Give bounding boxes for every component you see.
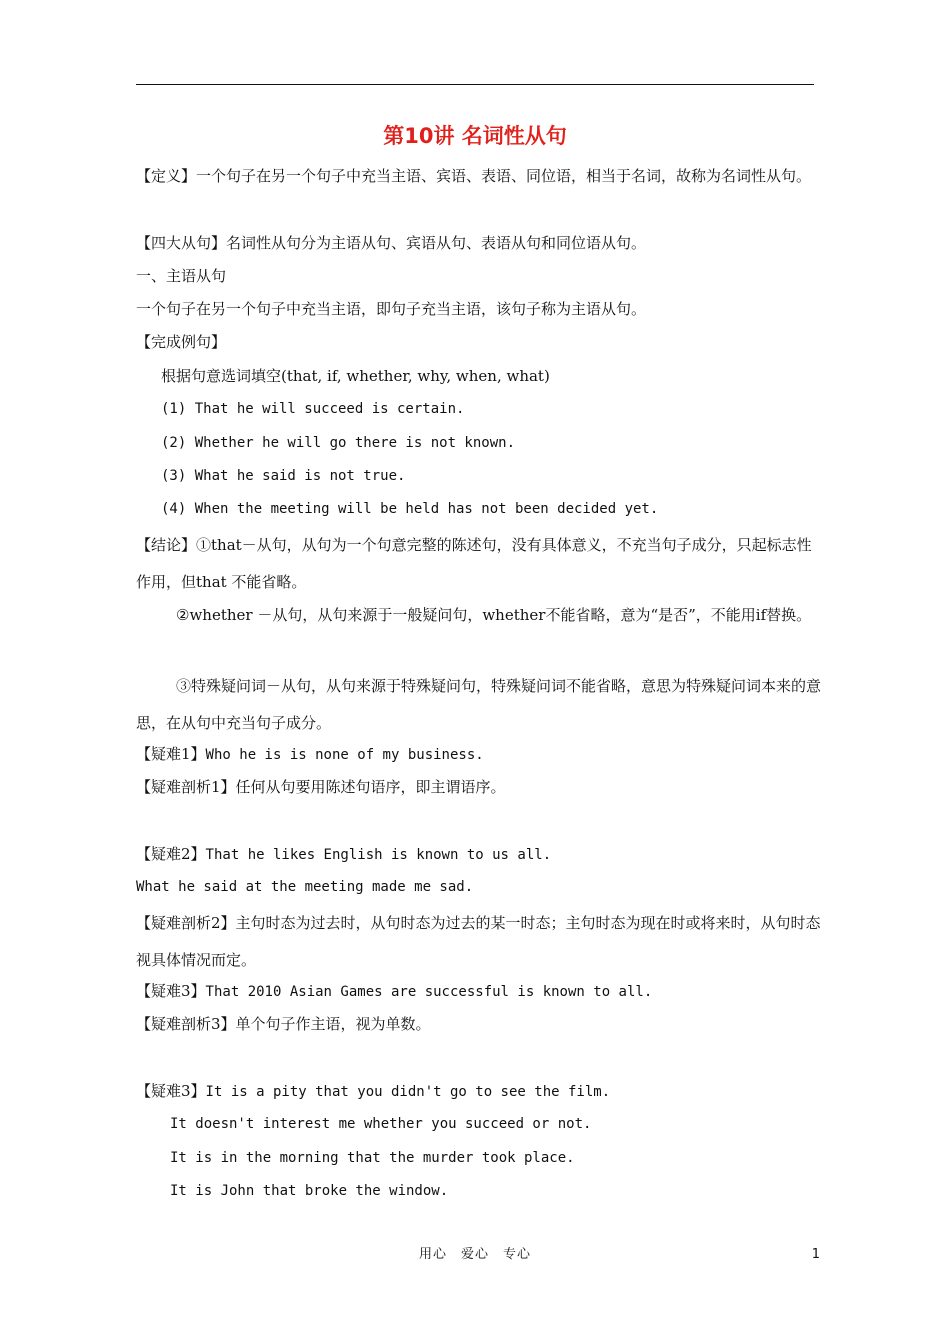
page-title: 第10讲 名词性从句 — [383, 124, 567, 148]
difficulty-2-analysis: 【疑难剖析2】主句时态为过去时，从句时态为过去的某一时态；主句时态为现在时或将来时，从句时态视具体情况而定。 — [136, 914, 821, 969]
difficulty-3b-example-3: It is in the morning that the murder took place. — [170, 1150, 575, 1166]
difficulty-3b-label: 【疑难3】 — [136, 1082, 206, 1100]
example-sentence-3: (3) What he said is not true. — [161, 468, 406, 484]
difficulty-1-label: 【疑难1】 — [136, 745, 206, 763]
section-heading-subject-clause: 一、主语从句 — [136, 267, 227, 285]
definition-paragraph: 【定义】一个句子在另一个句子中充当主语、宾语、表语、同位语，相当于名词，故称为名词性从句。 — [136, 167, 812, 185]
difficulty-3a-example: That 2010 Asian Games are successful is known to all. — [205, 984, 653, 1000]
difficulty-1-analysis: 【疑难剖析1】任何从句要用陈述句语序，即主谓语序。 — [136, 778, 506, 796]
conclusion-wh-word: ③特殊疑问词－从句，从句来源于特殊疑问句，特殊疑问词不能省略，意思为特殊疑问词本来的意思，在从句中充当句子成分。 — [136, 677, 822, 732]
subject-clause-intro: 一个句子在另一个句子中充当主语，即句子充当主语，该句子称为主语从句。 — [136, 300, 647, 318]
difficulty-3b-example-1: It is a pity that you didn't go to see the film. — [205, 1084, 611, 1100]
difficulty-2 — [136, 840, 826, 869]
footer-motto: 用心 爱心 专心 — [418, 1247, 531, 1262]
example-sentence-2: (2) Whether he will go there is not known. — [161, 435, 516, 451]
difficulty-3a-label: 【疑难3】 — [136, 982, 206, 1000]
difficulty-3a — [136, 977, 826, 1006]
header-rule — [136, 84, 814, 85]
difficulty-2-example-2: What he said at the meeting made me sad. — [136, 879, 474, 895]
practice-label: 【完成例句】 — [136, 333, 227, 351]
practice-instruction: 根据句意选词填空(that, if, whether, why, when, what) — [161, 367, 550, 385]
conclusion-whether: ②whether －从句，从句来源于一般疑问句，whether不能省略，意为“是否”，不能用if替换。 — [176, 606, 812, 624]
conclusion-that: 【结论】①that－从句，从句为一个句意完整的陈述句，没有具体意义，不充当句子成分，只起标志性作用，但that 不能省略。 — [136, 536, 812, 591]
difficulty-3b — [136, 1077, 826, 1106]
difficulty-2-label: 【疑难2】 — [136, 845, 206, 863]
example-sentence-4: (4) When the meeting will be held has not been decided yet. — [161, 501, 659, 517]
difficulty-3b-example-2: It doesn't interest me whether you succeed or not. — [170, 1116, 592, 1132]
difficulty-1-example: Who he is is none of my business. — [205, 747, 484, 763]
difficulty-1 — [136, 740, 826, 769]
difficulty-2-example-1: That he likes English is known to us all. — [205, 847, 552, 863]
difficulty-3b-example-4: It is John that broke the window. — [170, 1183, 449, 1199]
page-number: 1 — [811, 1247, 820, 1262]
example-sentence-1: (1) That he will succeed is certain. — [161, 401, 465, 417]
four-clauses-paragraph: 【四大从句】名词性从句分为主语从句、宾语从句、表语从句和同位语从句。 — [136, 234, 647, 252]
difficulty-3a-analysis: 【疑难剖析3】单个句子作主语，视为单数。 — [136, 1015, 431, 1033]
